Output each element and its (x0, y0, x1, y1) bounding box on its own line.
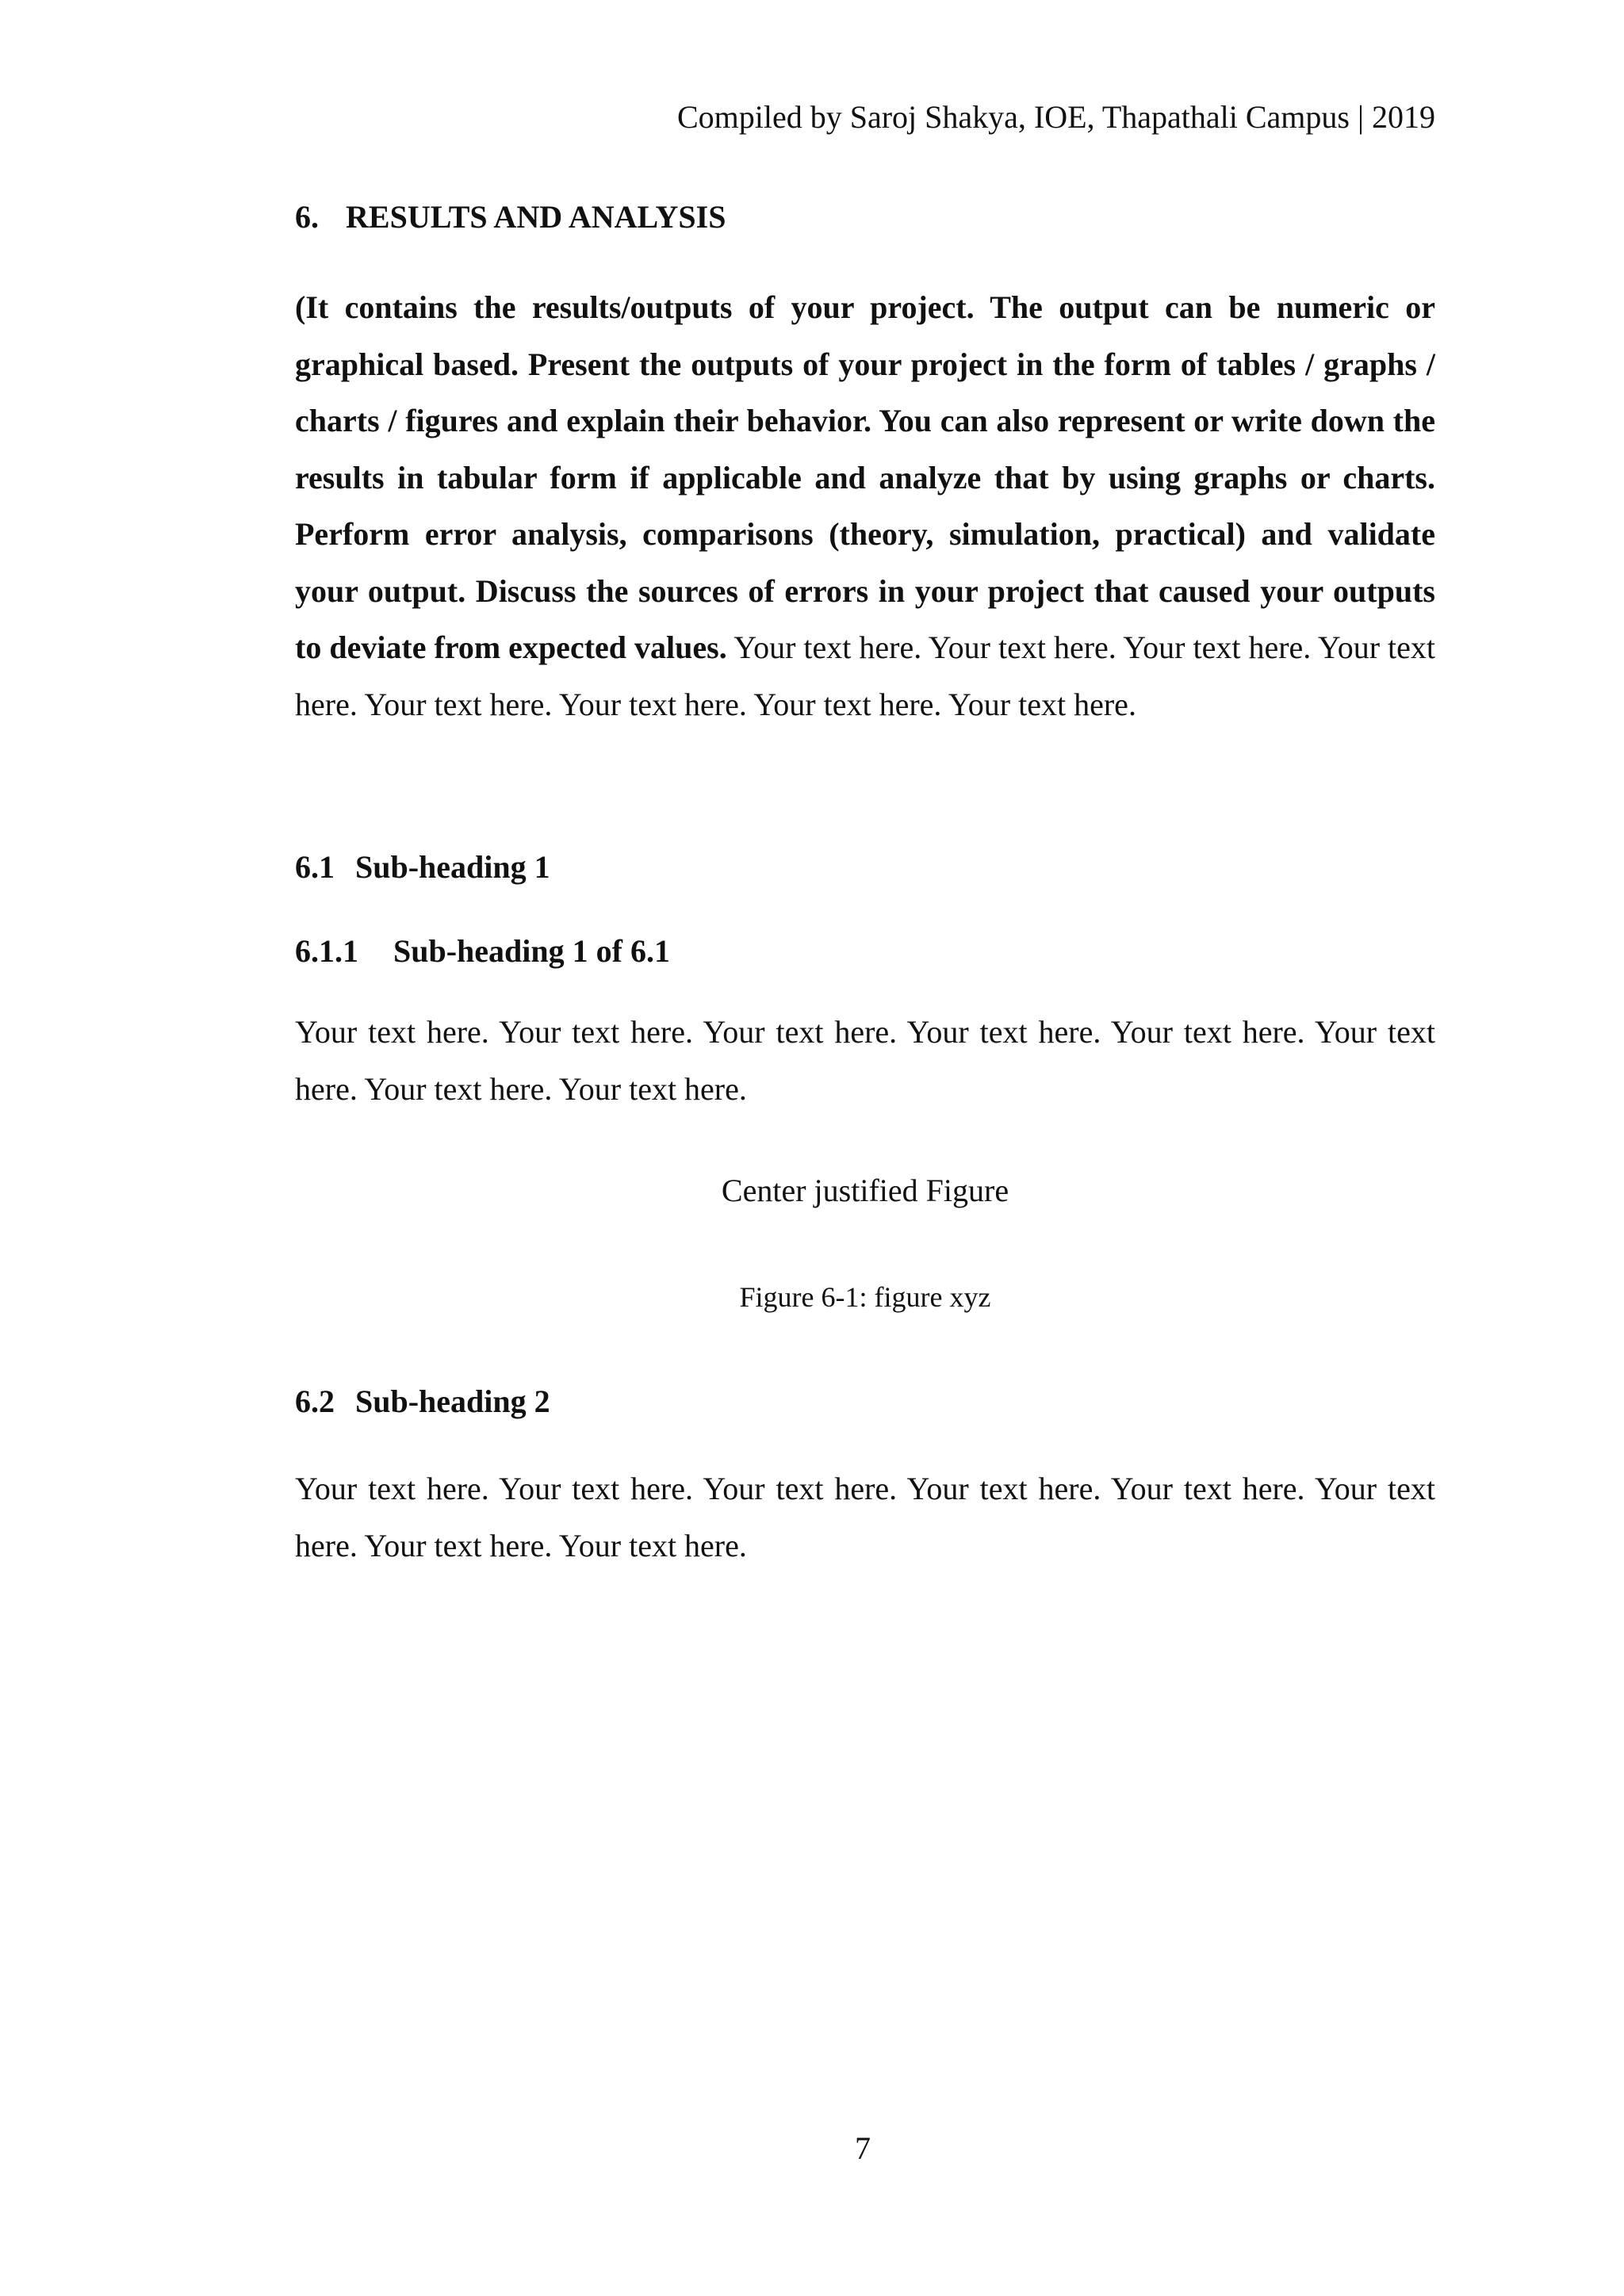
subsection-1-title: Sub-heading 1 (355, 849, 550, 885)
figure-placeholder: Center justified Figure (721, 1173, 1009, 1208)
section-number: 6. (295, 199, 319, 235)
intro-instructions: (It contains the results/outputs of your project. The output can be numeric or graphical based. Present the outputs of your project in the form of tables / graphs / charts / figures and explain their behavior. You can also represent or write down the results in tabular form if applicable and analyze that by using graphs or charts. Perform error analysis, comparisons (theory, simulation, practical) and validate your output. Discuss the sources of errors in your project that caused your outputs to deviate from expected values. (295, 289, 1435, 665)
subsection-2-title: Sub-heading 2 (355, 1383, 550, 1419)
subsection-2-number: 6.2 (295, 1383, 335, 1419)
section-intro-paragraph (295, 279, 1435, 733)
subsection-2-paragraph: Your text here. Your text here. Your text here. Your text here. Your text here. Your text here. Your text here. Your text here. (295, 1471, 1435, 1563)
figure-caption: Figure 6-1: figure xyz (739, 1281, 991, 1313)
subsubsection-1-number: 6.1.1 (295, 933, 358, 969)
subsection-heading-1 (295, 844, 1435, 891)
section-heading (295, 193, 1435, 241)
subsubsection-1-paragraph: Your text here. Your text here. Your text here. Your text here. Your text here. Your text here. Your text here. Your text here. (295, 1014, 1435, 1107)
subsection-heading-2 (295, 1378, 1435, 1425)
subsubsection-heading-1 (295, 928, 1435, 975)
section-title: RESULTS AND ANALYSIS (346, 199, 726, 235)
page-number: 7 (855, 2130, 871, 2166)
subsubsection-1-title: Sub-heading 1 of 6.1 (393, 933, 670, 969)
subsection-1-number: 6.1 (295, 849, 335, 885)
intro-body-text: Your text here. Your text here. Your text here. Your text here. Your text here. Your text here. Your text here. Your text here. (295, 629, 1436, 722)
page-header: Compiled by Saroj Shakya, IOE, Thapathali Campus | 2019 (676, 99, 1435, 135)
